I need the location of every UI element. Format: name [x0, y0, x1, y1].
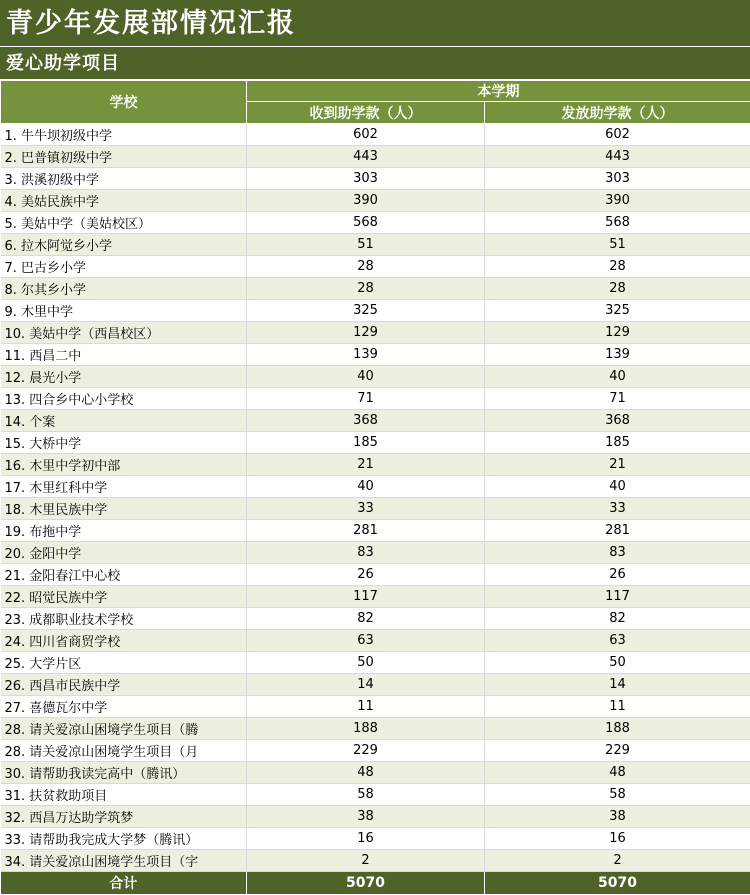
school-cell[interactable]: 33. 请帮助我完成大学梦（腾讯）: [1, 828, 247, 850]
issued-cell[interactable]: 28: [485, 256, 750, 278]
header-received[interactable]: 收到助学款（人）: [247, 102, 485, 124]
received-cell[interactable]: 2: [247, 850, 485, 872]
issued-cell[interactable]: 82: [485, 608, 750, 630]
header-semester[interactable]: 本学期: [247, 81, 750, 102]
received-cell[interactable]: 21: [247, 454, 485, 476]
issued-cell[interactable]: 48: [485, 762, 750, 784]
issued-cell[interactable]: 303: [485, 168, 750, 190]
table-row: [1, 608, 750, 630]
issued-cell[interactable]: 50: [485, 652, 750, 674]
issued-cell[interactable]: 602: [485, 124, 750, 146]
issued-cell[interactable]: 188: [485, 718, 750, 740]
received-cell[interactable]: 40: [247, 476, 485, 498]
table-row: [1, 586, 750, 608]
table-row: [1, 168, 750, 190]
issued-cell[interactable]: 325: [485, 300, 750, 322]
table-row: [1, 542, 750, 564]
school-cell[interactable]: 14. 个案: [1, 410, 247, 432]
received-cell[interactable]: 82: [247, 608, 485, 630]
issued-cell[interactable]: 443: [485, 146, 750, 168]
received-cell[interactable]: 48: [247, 762, 485, 784]
school-cell[interactable]: 22. 昭觉民族中学: [1, 586, 247, 608]
issued-cell[interactable]: 71: [485, 388, 750, 410]
table-row: [1, 564, 750, 586]
received-cell[interactable]: 40: [247, 366, 485, 388]
issued-cell[interactable]: 568: [485, 212, 750, 234]
school-cell[interactable]: 6. 拉木阿觉乡小学: [1, 234, 247, 256]
table-row: [1, 696, 750, 718]
school-cell[interactable]: 32. 西昌万达助学筑梦: [1, 806, 247, 828]
table-row: [1, 806, 750, 828]
table-row: [1, 388, 750, 410]
school-cell[interactable]: 7. 巴古乡小学: [1, 256, 247, 278]
total-label[interactable]: 合计: [1, 872, 247, 895]
received-cell[interactable]: 390: [247, 190, 485, 212]
issued-cell[interactable]: 281: [485, 520, 750, 542]
school-cell[interactable]: 2. 巴普镇初级中学: [1, 146, 247, 168]
issued-cell[interactable]: 63: [485, 630, 750, 652]
school-cell[interactable]: 8. 尔其乡小学: [1, 278, 247, 300]
received-cell[interactable]: 26: [247, 564, 485, 586]
table-row: [1, 344, 750, 366]
section-title: 爱心助学项目: [0, 47, 750, 80]
table-row: [1, 652, 750, 674]
school-cell[interactable]: 13. 四合乡中心小学校: [1, 388, 247, 410]
received-cell[interactable]: 117: [247, 586, 485, 608]
issued-cell[interactable]: 83: [485, 542, 750, 564]
received-cell[interactable]: 139: [247, 344, 485, 366]
received-cell[interactable]: 51: [247, 234, 485, 256]
table-row: [1, 718, 750, 740]
received-cell[interactable]: 71: [247, 388, 485, 410]
total-row: [1, 872, 750, 895]
school-cell[interactable]: 28. 请关爱凉山困境学生项目（月: [1, 740, 247, 762]
school-cell[interactable]: 24. 四川省商贸学校: [1, 630, 247, 652]
issued-cell[interactable]: 368: [485, 410, 750, 432]
issued-cell[interactable]: 28: [485, 278, 750, 300]
received-cell[interactable]: 58: [247, 784, 485, 806]
table-row: [1, 300, 750, 322]
school-cell[interactable]: 25. 大学片区: [1, 652, 247, 674]
issued-cell[interactable]: 51: [485, 234, 750, 256]
table-row: [1, 146, 750, 168]
school-cell[interactable]: 20. 金阳中学: [1, 542, 247, 564]
aid-table: [0, 80, 750, 895]
table-row: [1, 762, 750, 784]
received-cell[interactable]: 229: [247, 740, 485, 762]
received-cell[interactable]: 303: [247, 168, 485, 190]
school-cell[interactable]: 30. 请帮助我读完高中（腾讯）: [1, 762, 247, 784]
table-row: [1, 850, 750, 872]
table-row: [1, 366, 750, 388]
table-row: [1, 476, 750, 498]
received-cell[interactable]: 325: [247, 300, 485, 322]
school-cell[interactable]: 16. 木里中学初中部: [1, 454, 247, 476]
school-cell[interactable]: 21. 金阳春江中心校: [1, 564, 247, 586]
issued-cell[interactable]: 40: [485, 476, 750, 498]
received-cell[interactable]: 28: [247, 278, 485, 300]
table-row: [1, 784, 750, 806]
school-cell[interactable]: 34. 请关爱凉山困境学生项目（字: [1, 850, 247, 872]
total-issued[interactable]: 5070: [485, 872, 750, 895]
issued-cell[interactable]: 185: [485, 432, 750, 454]
school-cell[interactable]: 9. 木里中学: [1, 300, 247, 322]
table-row: [1, 740, 750, 762]
table-row: [1, 498, 750, 520]
school-cell[interactable]: 31. 扶贫救助项目: [1, 784, 247, 806]
school-cell[interactable]: 12. 晨光小学: [1, 366, 247, 388]
issued-cell[interactable]: 2: [485, 850, 750, 872]
page-title: 青少年发展部情况汇报: [0, 0, 750, 47]
issued-cell[interactable]: 16: [485, 828, 750, 850]
school-cell[interactable]: 26. 西昌市民族中学: [1, 674, 247, 696]
header-school[interactable]: 学校: [1, 81, 247, 124]
issued-cell[interactable]: 26: [485, 564, 750, 586]
school-cell[interactable]: 19. 布拖中学: [1, 520, 247, 542]
received-cell[interactable]: 11: [247, 696, 485, 718]
received-cell[interactable]: 185: [247, 432, 485, 454]
school-cell[interactable]: 15. 大桥中学: [1, 432, 247, 454]
table-row: [1, 520, 750, 542]
school-cell[interactable]: 1. 牛牛坝初级中学: [1, 124, 247, 146]
header-issued[interactable]: 发放助学款（人）: [485, 102, 750, 124]
received-cell[interactable]: 63: [247, 630, 485, 652]
issued-cell[interactable]: 390: [485, 190, 750, 212]
received-cell[interactable]: 28: [247, 256, 485, 278]
received-cell[interactable]: 83: [247, 542, 485, 564]
school-cell[interactable]: 4. 美姑民族中学: [1, 190, 247, 212]
issued-cell[interactable]: 117: [485, 586, 750, 608]
received-cell[interactable]: 602: [247, 124, 485, 146]
issued-cell[interactable]: 58: [485, 784, 750, 806]
school-cell[interactable]: 28. 请关爱凉山困境学生项目（腾: [1, 718, 247, 740]
school-cell[interactable]: 3. 洪溪初级中学: [1, 168, 247, 190]
table-row: [1, 410, 750, 432]
school-cell[interactable]: 11. 西昌二中: [1, 344, 247, 366]
received-cell[interactable]: 38: [247, 806, 485, 828]
received-cell[interactable]: 568: [247, 212, 485, 234]
total-received[interactable]: 5070: [247, 872, 485, 895]
received-cell[interactable]: 129: [247, 322, 485, 344]
table-row: [1, 234, 750, 256]
issued-cell[interactable]: 229: [485, 740, 750, 762]
issued-cell[interactable]: 40: [485, 366, 750, 388]
issued-cell[interactable]: 139: [485, 344, 750, 366]
school-cell[interactable]: 10. 美姑中学（西昌校区）: [1, 322, 247, 344]
issued-cell[interactable]: 38: [485, 806, 750, 828]
school-cell[interactable]: 27. 喜德瓦尔中学: [1, 696, 247, 718]
school-cell[interactable]: 5. 美姑中学（美姑校区）: [1, 212, 247, 234]
received-cell[interactable]: 443: [247, 146, 485, 168]
issued-cell[interactable]: 129: [485, 322, 750, 344]
table-row: [1, 432, 750, 454]
received-cell[interactable]: 50: [247, 652, 485, 674]
school-cell[interactable]: 17. 木里红科中学: [1, 476, 247, 498]
issued-cell[interactable]: 11: [485, 696, 750, 718]
issued-cell[interactable]: 21: [485, 454, 750, 476]
school-cell[interactable]: 23. 成都职业技术学校: [1, 608, 247, 630]
received-cell[interactable]: 33: [247, 498, 485, 520]
table-row: [1, 278, 750, 300]
table-row: [1, 212, 750, 234]
received-cell[interactable]: 16: [247, 828, 485, 850]
table-row: [1, 674, 750, 696]
issued-cell[interactable]: 33: [485, 498, 750, 520]
table-row: [1, 256, 750, 278]
received-cell[interactable]: 368: [247, 410, 485, 432]
table-row: [1, 190, 750, 212]
table-row: [1, 454, 750, 476]
received-cell[interactable]: 281: [247, 520, 485, 542]
received-cell[interactable]: 188: [247, 718, 485, 740]
table-row: [1, 322, 750, 344]
table-row: [1, 124, 750, 146]
received-cell[interactable]: 14: [247, 674, 485, 696]
table-row: [1, 630, 750, 652]
issued-cell[interactable]: 14: [485, 674, 750, 696]
school-cell[interactable]: 18. 木里民族中学: [1, 498, 247, 520]
table-row: [1, 828, 750, 850]
